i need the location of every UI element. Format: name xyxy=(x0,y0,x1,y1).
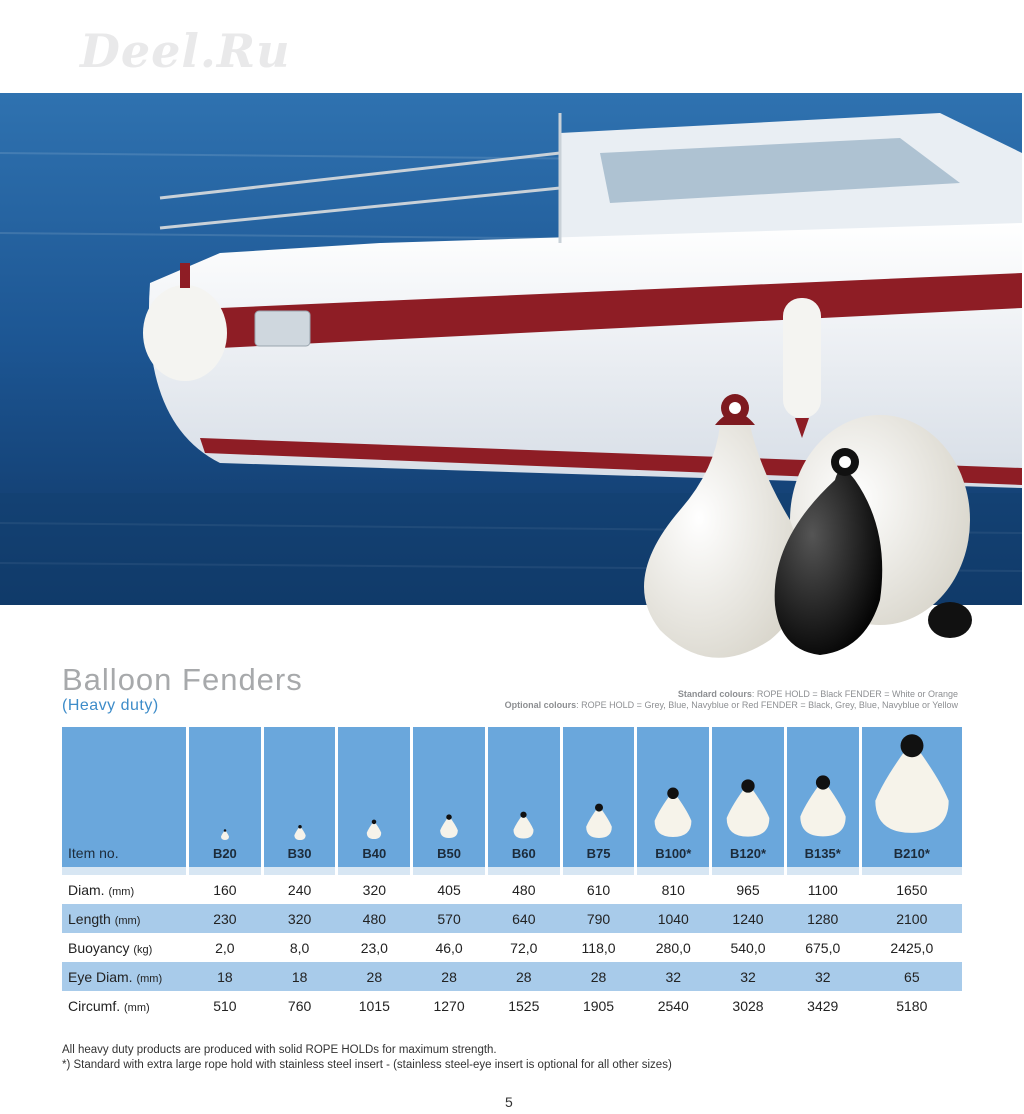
table-cell: 640 xyxy=(512,910,536,927)
page-title: Balloon Fenders xyxy=(62,662,303,697)
table-cell: 2100 xyxy=(896,910,928,927)
table-cell: 480 xyxy=(362,910,387,927)
table-separator xyxy=(62,867,962,875)
table-cell: 2540 xyxy=(657,997,689,1014)
table-cell: 1280 xyxy=(807,910,839,927)
fender-icon xyxy=(293,824,307,842)
table-cell: 72,0 xyxy=(510,939,538,956)
table-row-buoyancy xyxy=(62,933,962,962)
item-code: B30 xyxy=(287,846,312,861)
table-cell: 405 xyxy=(437,881,461,898)
table-cell: 118,0 xyxy=(581,939,616,956)
table-row-length xyxy=(62,904,962,933)
table-row-eye-diam xyxy=(62,962,962,991)
standard-colours-line xyxy=(505,689,958,700)
table-cell: 23,0 xyxy=(360,939,388,956)
item-code: B20 xyxy=(212,846,237,861)
table-cell: 540,0 xyxy=(730,939,766,956)
item-header-b30 xyxy=(264,727,336,867)
fender-product-photo xyxy=(620,380,1020,670)
table-cell: 320 xyxy=(362,881,387,898)
table-cell: 240 xyxy=(287,881,312,898)
optional-colours-text: : ROPE HOLD = Grey, Blue, Navyblue or Red FENDER = Black, Grey, Blue, Navyblue or Yellow xyxy=(576,700,958,710)
row-label: Length (mm) xyxy=(68,910,141,927)
table-cell: 610 xyxy=(586,881,611,898)
table-cell: 965 xyxy=(736,881,760,898)
table-cell: 3429 xyxy=(807,997,839,1014)
fender-icon xyxy=(866,732,958,842)
item-header-b210 xyxy=(862,727,962,867)
fender-icon xyxy=(220,828,230,842)
table-cell: 1650 xyxy=(896,881,928,898)
fender-icon xyxy=(511,810,536,842)
table-cell: 160 xyxy=(213,881,237,898)
table-cell: 320 xyxy=(287,910,312,927)
item-header-b75 xyxy=(563,727,635,867)
table-cell: 28 xyxy=(366,968,383,985)
footnote-steel-insert: *) Standard with extra large rope hold with stainless steel insert - (stainless steel-eye insert is optional for all other sizes) xyxy=(62,1059,672,1071)
standard-colours-label: Standard colours xyxy=(677,689,752,699)
item-header-b60 xyxy=(488,727,560,867)
table-cell: 1525 xyxy=(508,997,540,1014)
table-cell: 675,0 xyxy=(805,939,841,956)
table-cell: 2,0 xyxy=(215,939,235,956)
table-cell: 1270 xyxy=(433,997,465,1014)
optional-colours-line xyxy=(505,700,958,711)
table-cell: 2425,0 xyxy=(890,939,934,956)
table-cell: 1240 xyxy=(732,910,764,927)
table-cell: 65 xyxy=(904,968,920,985)
page-subtitle: (Heavy duty) xyxy=(62,697,159,714)
table-cell: 1100 xyxy=(807,881,838,898)
table-cell: 760 xyxy=(287,997,312,1014)
table-cell: 790 xyxy=(586,910,611,927)
item-header-b120 xyxy=(712,727,784,867)
table-row-diam xyxy=(62,875,962,904)
item-code: B75 xyxy=(586,846,611,861)
footnote-rope-hold: All heavy duty products are produced with solid ROPE HOLDs for maximum strength. xyxy=(62,1044,497,1056)
table-cell: 480 xyxy=(512,881,536,898)
optional-colours-label: Optional colours xyxy=(504,700,577,710)
table-cell: 570 xyxy=(437,910,461,927)
fender-icon xyxy=(793,774,853,842)
table-cell: 230 xyxy=(213,910,237,927)
item-header-b135 xyxy=(787,727,859,867)
fender-icon xyxy=(438,812,460,842)
table-cell: 28 xyxy=(441,968,457,985)
table-cell: 28 xyxy=(590,968,607,985)
table-cell: 510 xyxy=(213,997,237,1014)
item-header-b40 xyxy=(338,727,410,867)
row-label: Circumf. (mm) xyxy=(68,997,150,1014)
colour-options xyxy=(505,689,958,711)
row-label: Buoyancy (kg) xyxy=(68,939,153,956)
table-cell: 810 xyxy=(661,881,685,898)
table-cell: 32 xyxy=(814,968,831,985)
fender-icon xyxy=(365,818,383,842)
table-header-row xyxy=(62,727,962,867)
table-cell: 18 xyxy=(217,968,233,985)
item-header-b50 xyxy=(413,727,485,867)
fender-icon xyxy=(583,802,615,842)
fender-icon xyxy=(650,786,696,842)
item-header-b20 xyxy=(189,727,261,867)
table-cell: 1015 xyxy=(358,997,390,1014)
table-cell: 32 xyxy=(740,968,756,985)
table-cell: 280,0 xyxy=(655,939,691,956)
logo: Deel.Ru xyxy=(80,24,291,78)
row-label: Diam. (mm) xyxy=(68,881,135,898)
table-cell: 5180 xyxy=(896,997,928,1014)
spec-table xyxy=(62,727,962,1020)
item-code: B135* xyxy=(804,846,841,861)
table-row-circumf xyxy=(62,991,962,1020)
table-cell: 1905 xyxy=(582,997,615,1014)
page-number: 5 xyxy=(505,1094,513,1110)
row-label: Eye Diam. (mm) xyxy=(68,968,163,985)
table-cell: 32 xyxy=(665,968,682,985)
fender-icon xyxy=(721,778,775,842)
item-code: B120* xyxy=(729,846,767,861)
item-code: B40 xyxy=(362,846,387,861)
item-code: B60 xyxy=(511,846,536,861)
item-code: B100* xyxy=(655,846,692,861)
item-no-label: Item no. xyxy=(68,845,119,861)
table-cell: 46,0 xyxy=(435,939,463,956)
item-code: B50 xyxy=(437,846,461,861)
item-code: B210* xyxy=(893,846,930,861)
table-cell: 18 xyxy=(291,968,308,985)
balloon-fenders-illustration xyxy=(620,380,1020,670)
standard-colours-text: : ROPE HOLD = Black FENDER = White or Orange xyxy=(751,689,958,699)
table-cell: 8,0 xyxy=(289,939,310,956)
item-no-header xyxy=(62,727,186,867)
table-cell: 28 xyxy=(516,968,532,985)
item-header-b100 xyxy=(637,727,709,867)
table-cell: 1040 xyxy=(657,910,689,927)
table-cell: 3028 xyxy=(732,997,764,1014)
